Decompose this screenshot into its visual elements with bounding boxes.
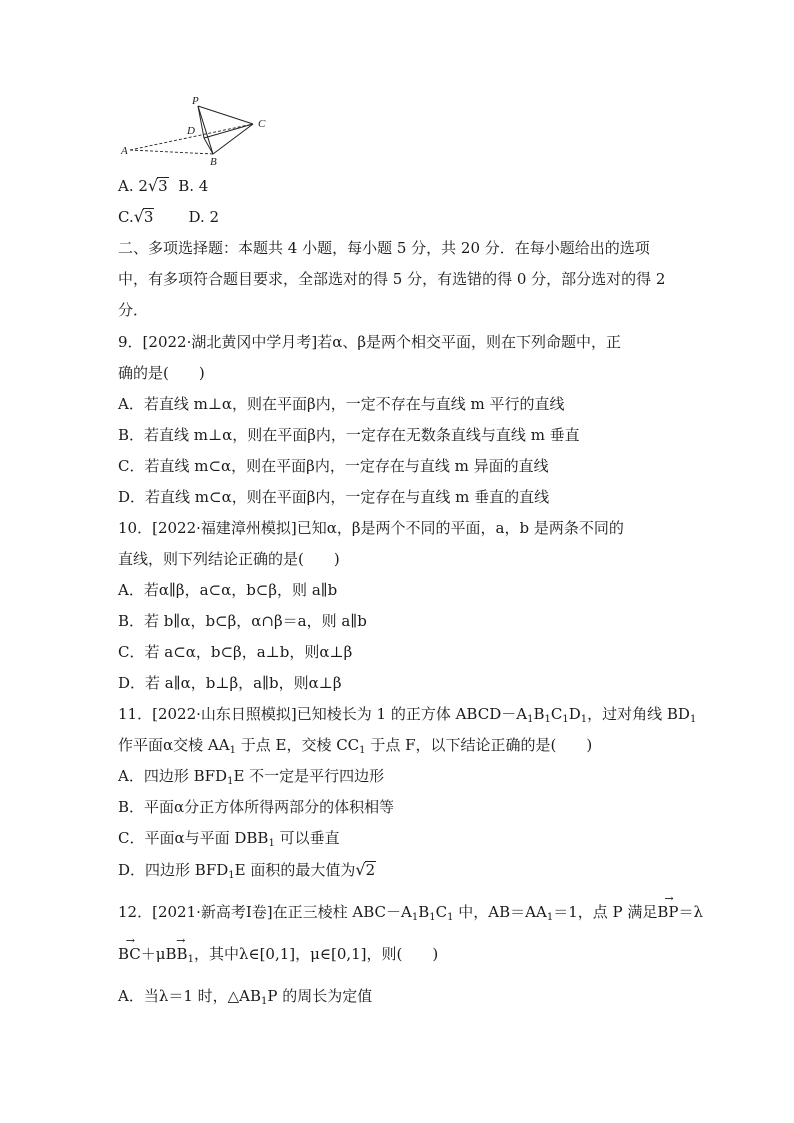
- section2-line2: 中，有多项符合题目要求，全部选对的得 5 分，有选错的得 0 分，部分选对的得 2: [118, 270, 666, 288]
- q9-stem-line1: 9．[2022·湖北黄冈中学月考]若α、β是两个相交平面，则在下列命题中，正: [118, 333, 621, 351]
- q9-stem-line2: 确的是( ): [118, 364, 205, 382]
- label-a: A: [121, 145, 128, 157]
- section2-line1: 二、多项选择题：本题共 4 小题，每小题 5 分，共 20 分．在每小题给出的选项: [118, 239, 650, 257]
- q9-option-a: A．若直线 m⊥α，则在平面β内，一定不存在与直线 m 平行的直线: [118, 395, 565, 413]
- vector-bp: → BP: [657, 902, 678, 922]
- q9-option-b: B．若直线 m⊥α，则在平面β内，一定存在无数条直线与直线 m 垂直: [118, 426, 580, 444]
- q8-option-b: B. 4: [178, 177, 209, 195]
- q9-option-c: C．若直线 m⊂α，则在平面β内，一定存在与直线 m 异面的直线: [118, 457, 549, 475]
- q10-stem-line1: 10．[2022·福建漳州模拟]已知α，β是两个不同的平面，a，b 是两条不同的: [118, 519, 624, 537]
- edge-pc: [198, 106, 253, 124]
- q8-options-ab: [118, 176, 208, 196]
- q10-option-a: A．若α∥β，a⊂α，b⊂β，则 a∥b: [118, 581, 338, 599]
- q12-stem-line2: → $BC+\mu\to BB_1$，其中λ∈[0,1]，μ∈[0,1]，则( ): [118, 944, 438, 970]
- pyramid-figure: [118, 92, 288, 170]
- pyramid-diagram: [118, 92, 288, 170]
- q8-option-c: C.√3: [118, 207, 154, 226]
- q8-option-a: A. 2√3: [118, 176, 168, 195]
- q11-stem-line2: 作平面α交棱 $AA_1$ 于点 E，交棱 $CC_1$ 于点 F，以下结论正确的是( ): [118, 736, 593, 756]
- q11-stem-line1: 11．[2022·山东日照模拟]已知棱长为 1 的正方体 $ABCD-A_1B_1C_1D_1$，过对角线 $BD_1$: [118, 705, 697, 725]
- q11-option-c: C．平面α与平面 $DBB_1$ 可以垂直: [118, 829, 340, 849]
- q12-option-a: A．当λ＝1 时，$\triangle AB_1P$ 的周长为定值: [118, 987, 373, 1007]
- q10-option-d: D．若 a∥α，b⊥β，a∥b，则α⊥β: [118, 674, 342, 692]
- label-d: D: [187, 125, 195, 137]
- section2-line3: 分．: [118, 301, 149, 319]
- q10-option-c: C．若 a⊂α，b⊂β，a⊥b，则α⊥β: [118, 643, 353, 661]
- q10-stem-line2: 直线，则下列结论正确的是( ): [118, 550, 340, 568]
- q11-option-b: B．平面α分正方体所得两部分的体积相等: [118, 798, 395, 816]
- q10-option-b: B．若 b∥α，b⊂β，α∩β＝a，则 a∥b: [118, 612, 367, 630]
- q12-stem-line1: 12．[2021·新高考Ⅰ卷]在正三棱柱 $ABC-A_1B_1C_1$ 中，$AB=AA_1=1$，点 P 满足→ BP＝λ: [118, 902, 703, 928]
- q9-option-d: D．若直线 m⊂α，则在平面β内，一定存在与直线 m 垂直的直线: [118, 488, 550, 506]
- q8-option-d: D. 2: [188, 208, 220, 226]
- q8-options-cd: [118, 207, 219, 227]
- edge-dc: [204, 124, 253, 138]
- edge-pb: [198, 106, 213, 154]
- label-b: B: [210, 156, 217, 168]
- q11-option-d: D．四边形 $BFD_1E$ 面积的最大值为√2: [118, 860, 376, 881]
- label-p: P: [192, 95, 199, 107]
- edge-ab: [130, 150, 213, 154]
- label-c: C: [258, 118, 266, 130]
- vector-bc: → BC: [118, 944, 141, 964]
- vector-bb1: → $BB_1$: [166, 944, 194, 970]
- q11-option-a: A．四边形 $BFD_1E$ 不一定是平行四边形: [118, 767, 385, 787]
